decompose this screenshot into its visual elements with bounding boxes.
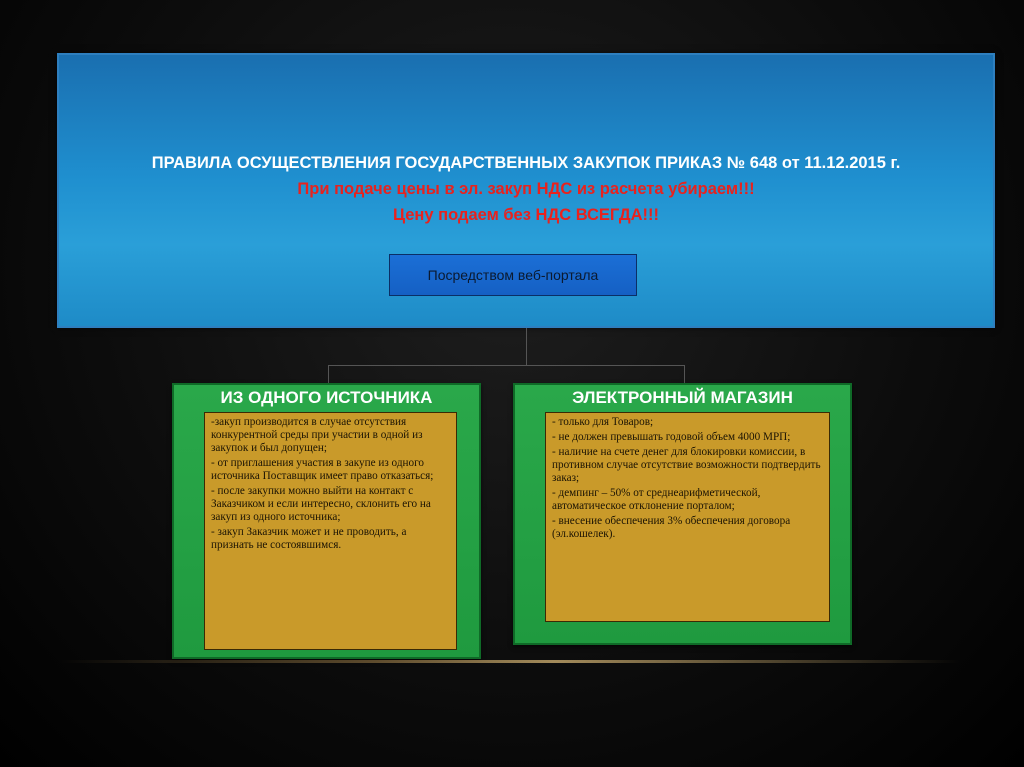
e-shop-title: ЭЛЕКТРОННЫЙ МАГАЗИН [572,388,793,407]
list-item: - не должен превышать годовой объем 4000 МРП; [552,431,791,443]
list-item: - наличие на счете денег для блокировки комиссии, в противном случае отсутствие возможности подтвердить заказ; [552,446,821,484]
vat-warning-line-1: При подаче цены в эл. закуп НДС из расчета убираем!!! [297,180,755,198]
list-item: -закуп производится в случае отсутствия конкурентной среды при участии в одной из закупок и был допущен; [211,416,423,454]
list-item: - демпинг – 50% от среднеарифметической, автоматическое отклонение порталом; [552,487,761,512]
list-item: - внесение обеспечения 3% обеспечения договора (эл.кошелек). [552,515,791,540]
vat-warning-line-2: Цену подаем без НДС ВСЕГДА!!! [392,206,659,224]
connector-right-drop [684,365,685,383]
floor-reflection [60,660,960,663]
single-source-rules [204,412,457,650]
list-item: - после закупки можно выйти на контакт с Заказчиком и если интересно, склонить его на закуп из одного источника; [211,485,431,523]
list-item: - закуп Заказчик может и не проводить, а признать не состоявшимся. [211,526,407,551]
list-item: - только для Товаров; [552,416,654,428]
connector-vertical [526,328,527,365]
e-shop-rules [545,412,830,622]
page-title: ПРАВИЛА ОСУЩЕСТВЛЕНИЯ ГОСУДАРСТВЕННЫХ ЗАКУПОК ПРИКАЗ № 648 от 11.12.2015 г. [151,154,901,172]
single-source-panel [172,383,481,659]
portal-node: Посредством веб-портала [389,254,637,296]
connector-horizontal [328,365,684,366]
e-shop-panel [513,383,852,645]
connector-left-drop [328,365,329,383]
single-source-title: ИЗ ОДНОГО ИСТОЧНИКА [220,388,433,407]
list-item: - от приглашения участия в закупе из одного источника Поставщик имеет право отказаться; [211,457,434,482]
